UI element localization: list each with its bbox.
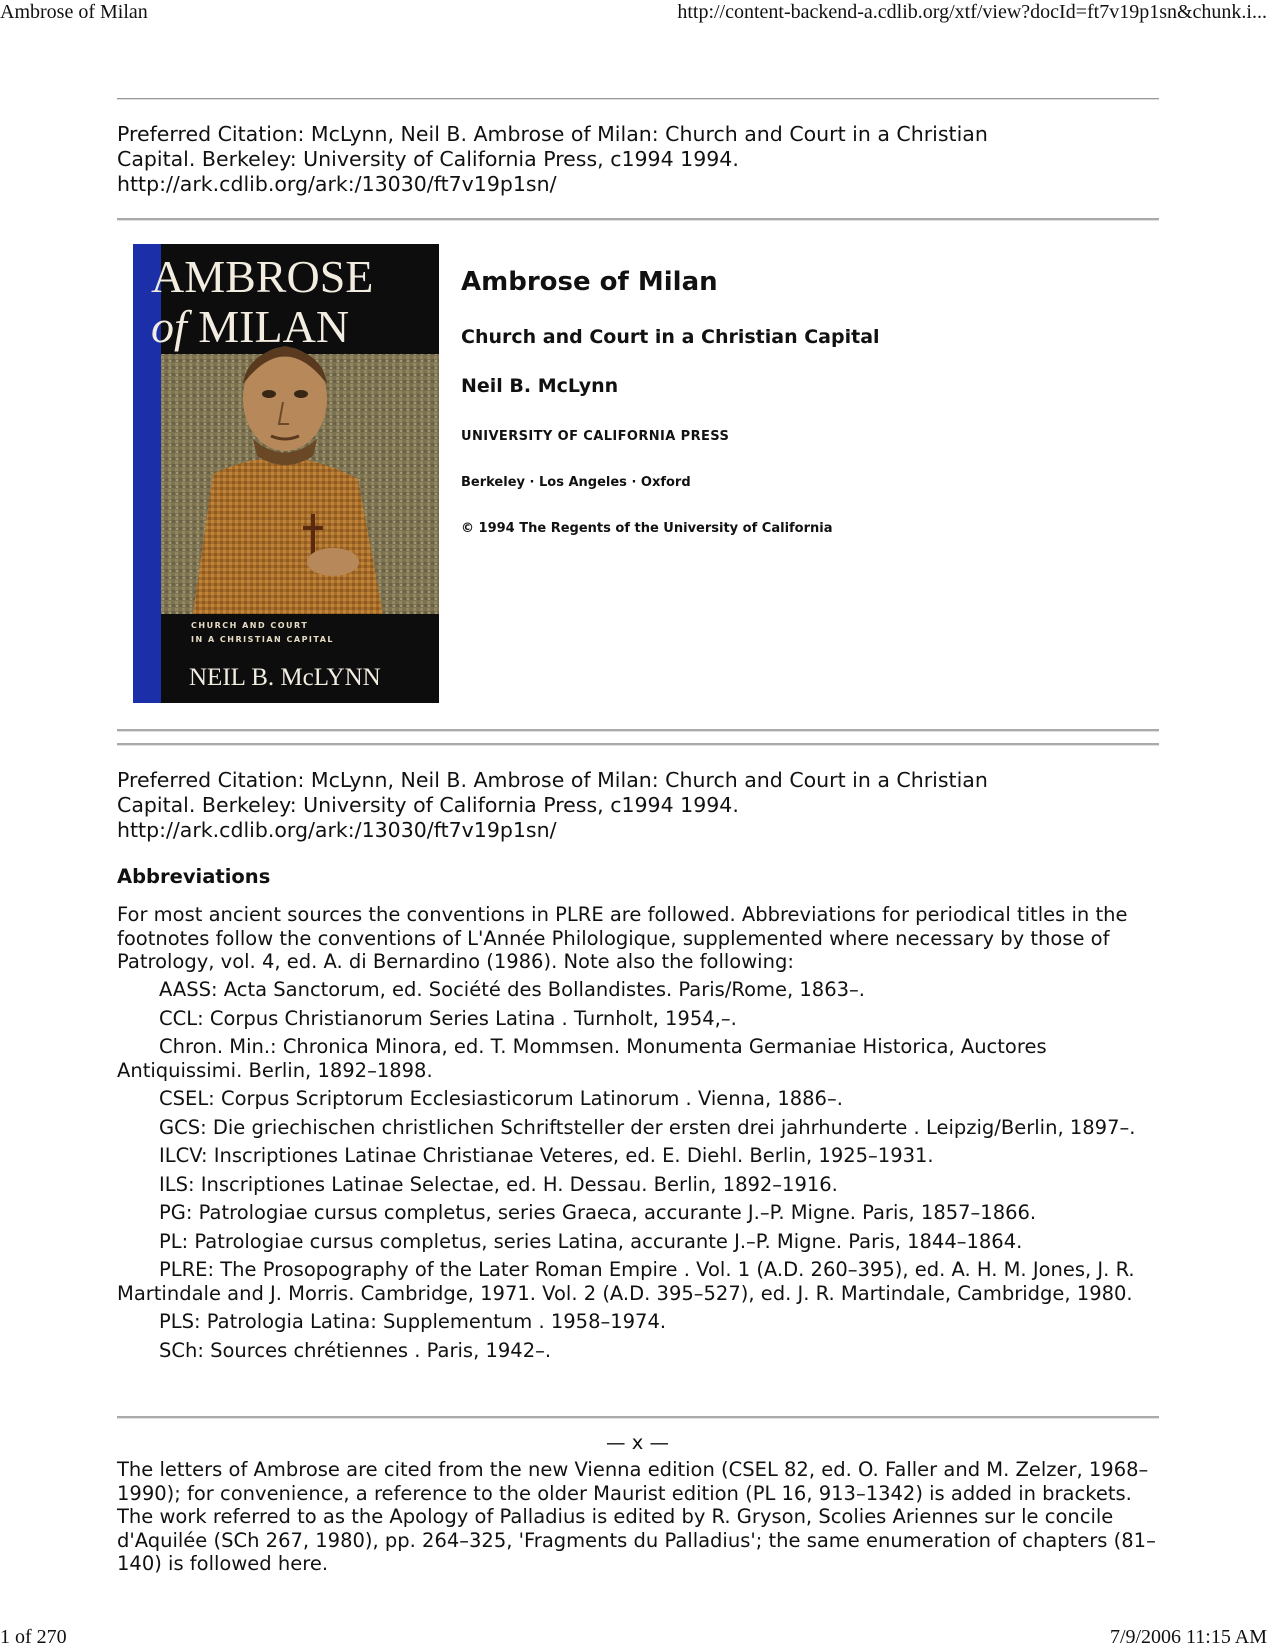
list-item: ILS: Inscriptiones Latinae Selectae, ed. H. Dessau. Berlin, 1892–1916.: [159, 1172, 838, 1196]
cover-author: NEIL B. McLYNN: [189, 664, 381, 691]
book-cover-image: [133, 244, 439, 703]
page-number-marker: — x —: [606, 1431, 669, 1454]
list-item: PLRE: The Prosopography of the Later Roman Empire . Vol. 1 (A.D. 260–395), ed. A. H. M. Jones, J. R. Martindale and J. Morris. Cambridge, 1971. Vol. 2 (A.D. 395–527), ed. J. R. Martindale, Cambridge, 1980.: [117, 1258, 1135, 1305]
list-item: ILCV: Inscriptiones Latinae Christianae Veteres, ed. E. Diehl. Berlin, 1925–1931.: [159, 1144, 934, 1167]
preferred-citation: [117, 122, 1057, 197]
book-subtitle: Church and Court in a Christian Capital: [461, 326, 880, 348]
list-item: PL: Patrologiae cursus completus, series Latina, accurante J.–P. Migne. Paris, 1844–1864.: [159, 1229, 1023, 1253]
citation-url[interactable]: http://ark.cdlib.org/ark:/13030/ft7v19p1sn/: [117, 818, 557, 842]
cover-title-line: AMBROSE: [151, 251, 374, 302]
list-item: SCh: Sources chrétiennes . Paris, 1942–.: [159, 1338, 552, 1362]
citation-line: Preferred Citation: McLynn, Neil B. Ambrose of Milan: Church and Court in a Christian: [117, 768, 988, 792]
citation-line: Capital. Berkeley: University of California Press, c1994 1994.: [117, 793, 739, 817]
cover-band-line: IN A CHRISTIAN CAPITAL: [191, 635, 335, 644]
divider: [117, 98, 1159, 100]
divider: [117, 743, 1159, 746]
print-footer-page-count: 1 of 270: [0, 1626, 67, 1648]
book-copyright: © 1994 The Regents of the University of California: [461, 521, 833, 536]
list-item: GCS: Die griechischen christlichen Schriftsteller der ersten drei jahrhunderte . Leipzig/Berlin, 1897–.: [159, 1115, 1136, 1139]
print-header-title: Ambrose of Milan: [0, 1, 148, 23]
print-footer-timestamp: 7/9/2006 11:15 AM: [1109, 1626, 1267, 1648]
print-header-url[interactable]: http://content-backend-a.cdlib.org/xtf/view?docId=ft7v19p1sn&chunk.i...: [677, 1, 1267, 23]
divider: [117, 1416, 1159, 1419]
citation-url[interactable]: http://ark.cdlib.org/ark:/13030/ft7v19p1sn/: [117, 172, 557, 196]
list-item: AASS: Acta Sanctorum, ed. Société des Bollandistes. Paris/Rome, 1863–.: [159, 978, 865, 1001]
citation-line: Preferred Citation: McLynn, Neil B. Ambrose of Milan: Church and Court in a Christian: [117, 122, 988, 146]
abbreviations-list: [117, 978, 1167, 1367]
book-publisher: UNIVERSITY OF CALIFORNIA PRESS: [461, 429, 730, 444]
cover-title-of: of: [151, 301, 187, 352]
abbreviations-intro: For most ancient sources the conventions in PLRE are followed. Abbreviations for periodical titles in the footnotes follow the conventions of L'Année Philologique, supplemented where necessary by those of Patrology, vol. 4, ed. A. di Bernardino (1986). Note also the following:: [117, 903, 1128, 973]
book-places: Berkeley · Los Angeles · Oxford: [461, 475, 691, 490]
preferred-citation: [117, 768, 1057, 843]
divider: [117, 729, 1159, 732]
list-item: PG: Patrologiae cursus completus, series Graeca, accurante J.–P. Migne. Paris, 1857–1866.: [159, 1201, 1037, 1224]
list-item: PLS: Patrologia Latina: Supplementum . 1958–1974.: [159, 1310, 667, 1333]
book-author: Neil B. McLynn: [461, 375, 619, 397]
list-item: CCL: Corpus Christianorum Series Latina . Turnholt, 1954,–.: [159, 1006, 737, 1030]
section-heading: Abbreviations: [117, 865, 271, 888]
citation-line: Capital. Berkeley: University of California Press, c1994 1994.: [117, 147, 739, 171]
list-item: Chron. Min.: Chronica Minora, ed. T. Mommsen. Monumenta Germaniae Historica, Auctores Antiquissimi. Berlin, 1892–1898.: [117, 1035, 1047, 1082]
list-item: CSEL: Corpus Scriptorum Ecclesiasticorum Latinorum . Vienna, 1886–.: [159, 1087, 843, 1110]
cover-title: [151, 252, 439, 352]
divider: [117, 218, 1159, 221]
closing-paragraph: The letters of Ambrose are cited from the new Vienna edition (CSEL 82, ed. O. Faller and M. Zelzer, 1968–1990); for convenience, a reference to the older Maurist edition (PL 16, 913–1342) is added in brackets. The work referred to as the Apology of Palladius is edited by R. Gryson, Scolies Ariennes sur le concile d'Aquilée (SCh 267, 1980), pp. 264–325, 'Fragments du Palladius'; the same enumeration of chapters (81–140) is followed here.: [117, 1458, 1156, 1575]
cover-title-line: MILAN: [198, 301, 350, 352]
cover-band-line: CHURCH AND COURT: [191, 621, 309, 630]
book-title: Ambrose of Milan: [461, 267, 718, 297]
